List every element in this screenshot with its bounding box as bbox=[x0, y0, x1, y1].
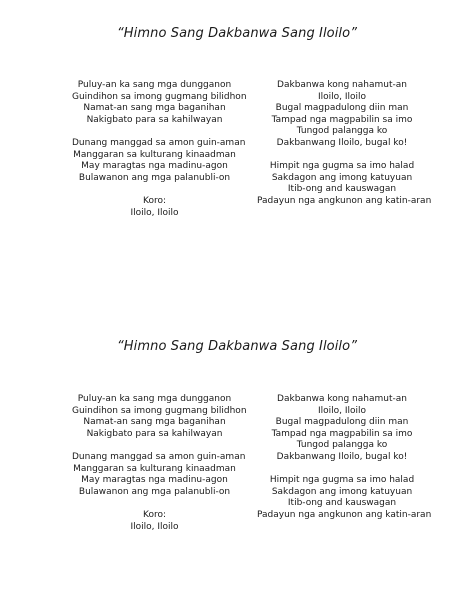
left-column bbox=[72, 394, 247, 533]
lyric-line: Padayun nga angkunon ang katin-aran bbox=[257, 195, 432, 206]
lyric-line: Guindihon sa imong gugmang bilidhon bbox=[72, 91, 247, 102]
koro-line: Iloilo, Iloilo bbox=[130, 207, 179, 218]
hymn-title: “Himno Sang Dakbanwa Sang Iloilo” bbox=[116, 26, 358, 41]
lyric-line: Manggaran sa kulturang kinaadman bbox=[73, 149, 236, 160]
lyric-line: Tampad nga magpabilin sa imo bbox=[271, 428, 413, 439]
koro-line: Iloilo, Iloilo bbox=[130, 521, 179, 532]
lyric-line: Nakigbato para sa kahilwayan bbox=[86, 114, 223, 125]
lyric-line: Puluy-an ka sang mga dungganon bbox=[77, 80, 232, 90]
lyric-line: Iloilo, Iloilo bbox=[317, 405, 367, 416]
lyric-line: Bugal magpadulong diin man bbox=[275, 103, 409, 114]
lyric-line: Sakdagon ang imong katuyuan bbox=[271, 172, 413, 183]
lyric-line: Tampad nga magpabilin sa imo bbox=[271, 114, 413, 125]
lyric-line: Nakigbato para sa kahilwayan bbox=[86, 428, 223, 439]
lyric-line: Tungod palangga ko bbox=[296, 440, 388, 451]
koro-label: Koro: bbox=[142, 509, 166, 520]
lyric-line: Dakbanwang Iloilo, bugal ko! bbox=[276, 451, 408, 462]
koro-label: Koro: bbox=[142, 195, 166, 206]
lyric-line: Itib-ong and kauswagan bbox=[287, 498, 397, 509]
lyric-line: Dakbanwang Iloilo, bugal ko! bbox=[276, 137, 408, 148]
hymn-title: “Himno Sang Dakbanwa Sang Iloilo” bbox=[116, 339, 358, 354]
left-column bbox=[72, 80, 247, 219]
lyric-line: May maragtas nga madinu-agon bbox=[81, 475, 228, 486]
lyric-line: May maragtas nga madinu-agon bbox=[81, 161, 228, 172]
lyric-line: Sakdagon ang imong katuyuan bbox=[271, 486, 413, 497]
right-column bbox=[257, 80, 432, 208]
lyric-line: Namat-an sang mga baganihan bbox=[83, 103, 226, 114]
lyric-line: Namat-an sang mga baganihan bbox=[83, 417, 226, 428]
lyric-line: Dakbanwa kong nahamut-an bbox=[277, 394, 407, 404]
lyric-line: Himpit nga gugma sa imo halad bbox=[269, 161, 415, 172]
lyric-line: Guindihon sa imong gugmang bilidhon bbox=[72, 405, 247, 416]
lyric-line: Itib-ong and kauswagan bbox=[287, 184, 397, 195]
lyric-line: Padayun nga angkunon ang katin-aran bbox=[257, 509, 432, 520]
lyric-line: Iloilo, Iloilo bbox=[317, 91, 367, 102]
lyric-line: Himpit nga gugma sa imo halad bbox=[269, 475, 415, 486]
lyric-line: Bugal magpadulong diin man bbox=[275, 417, 409, 428]
lyric-line: Bulawanon ang mga palanubli-on bbox=[78, 486, 231, 497]
right-column bbox=[257, 394, 432, 522]
lyric-line: Puluy-an ka sang mga dungganon bbox=[77, 394, 232, 404]
lyric-line: Manggaran sa kulturang kinaadman bbox=[73, 463, 236, 474]
lyric-line: Dakbanwa kong nahamut-an bbox=[277, 80, 407, 90]
lyric-line: Dunang manggad sa amon guin-aman bbox=[72, 137, 246, 148]
lyric-line: Tungod palangga ko bbox=[296, 126, 388, 137]
lyric-line: Bulawanon ang mga palanubli-on bbox=[78, 172, 231, 183]
lyric-line: Dunang manggad sa amon guin-aman bbox=[72, 451, 246, 462]
